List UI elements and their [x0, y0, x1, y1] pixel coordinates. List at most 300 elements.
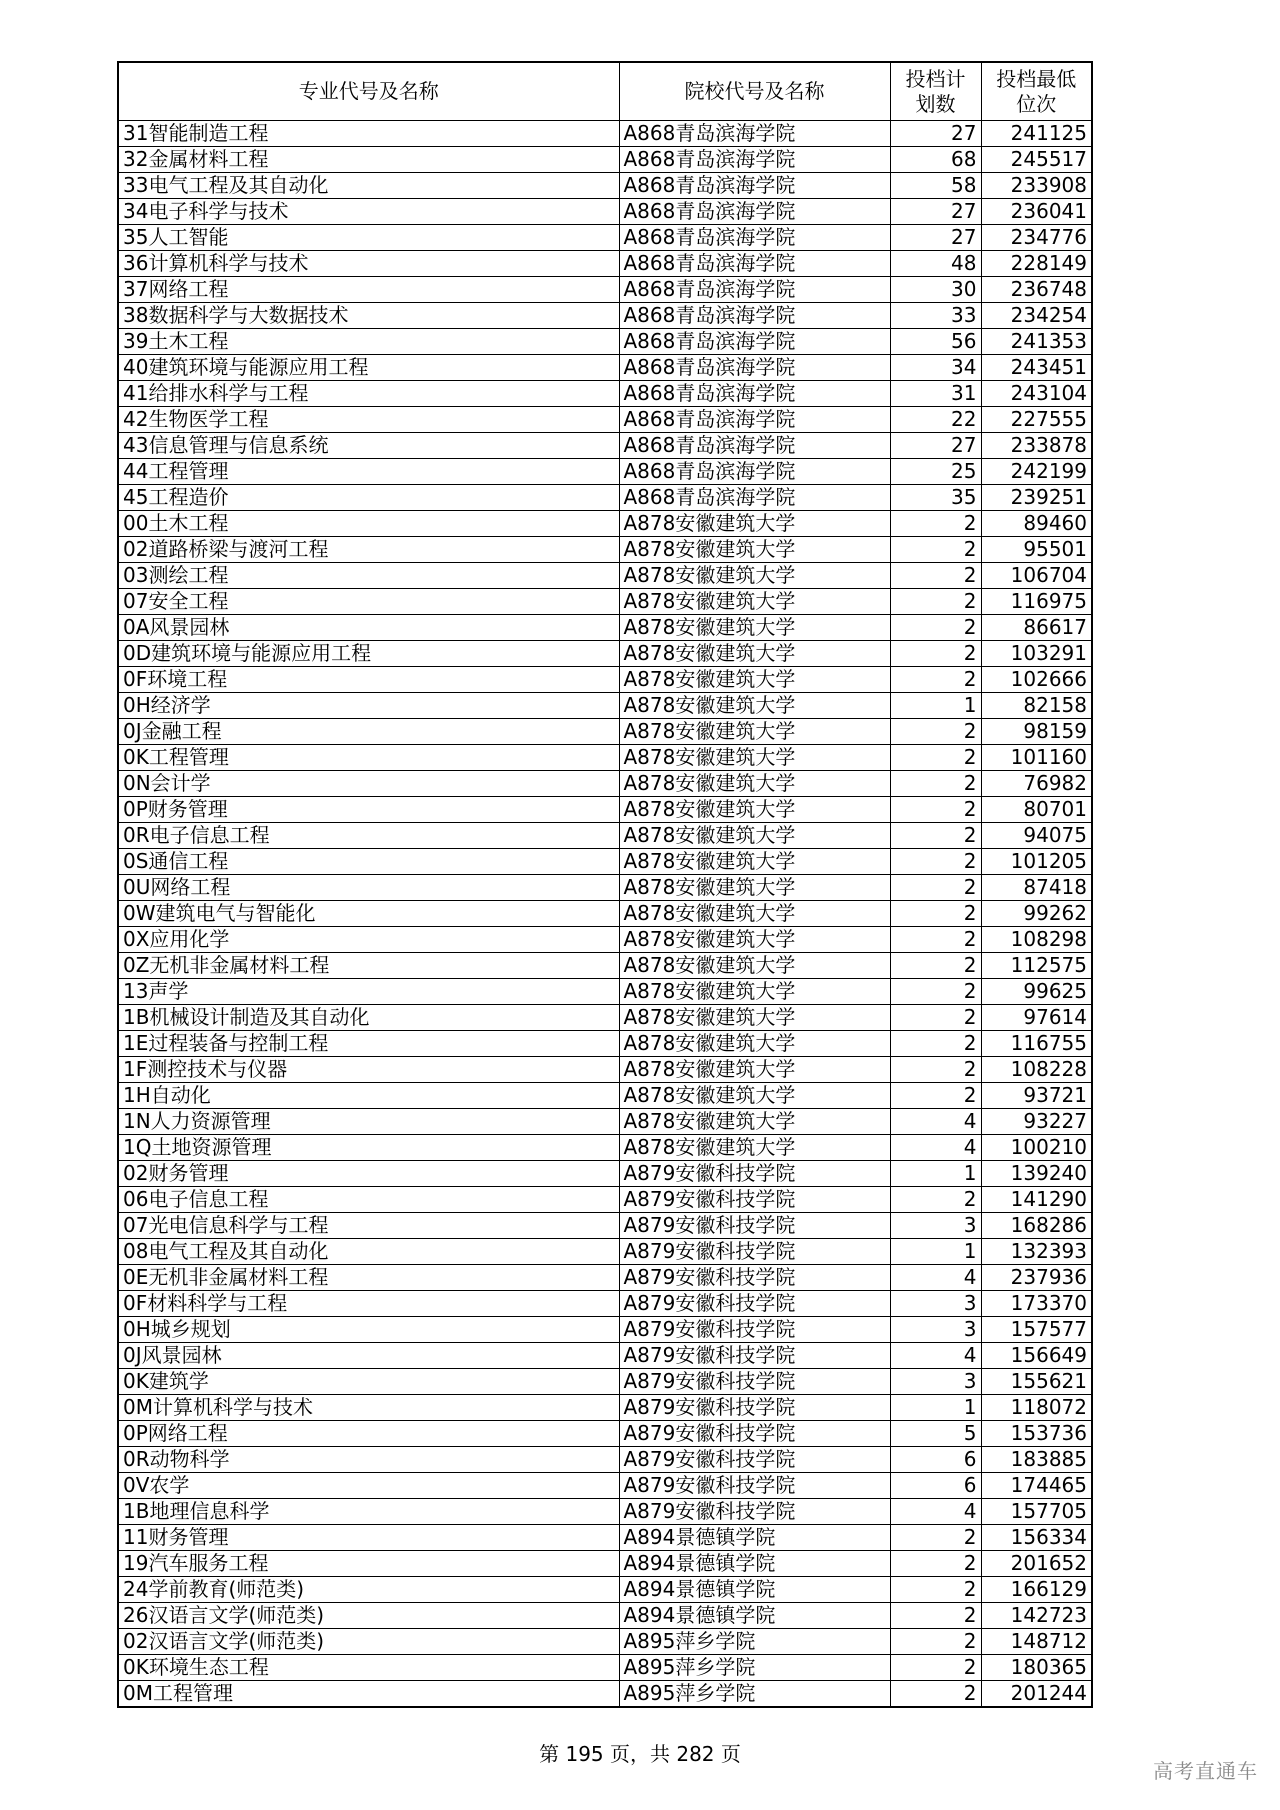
cell-major: 0J风景园林 — [118, 1343, 619, 1369]
table-row — [118, 615, 1092, 641]
cell-major: 1F测控技术与仪器 — [118, 1057, 619, 1083]
cell-lowest-rank: 89460 — [981, 511, 1092, 537]
cell-lowest-rank: 157577 — [981, 1317, 1092, 1343]
cell-major: 0V农学 — [118, 1473, 619, 1499]
cell-plan-count: 6 — [890, 1447, 981, 1473]
cell-lowest-rank: 86617 — [981, 615, 1092, 641]
cell-plan-count: 2 — [890, 797, 981, 823]
cell-major: 13声学 — [118, 979, 619, 1005]
cell-major: 0P网络工程 — [118, 1421, 619, 1447]
table-row — [118, 1057, 1092, 1083]
cell-major: 0U网络工程 — [118, 875, 619, 901]
cell-plan-count: 4 — [890, 1499, 981, 1525]
table-row — [118, 901, 1092, 927]
cell-major: 08电气工程及其自动化 — [118, 1239, 619, 1265]
table-row — [118, 1395, 1092, 1421]
cell-major: 0R动物科学 — [118, 1447, 619, 1473]
cell-lowest-rank: 236748 — [981, 277, 1092, 303]
table-row — [118, 433, 1092, 459]
table-row — [118, 537, 1092, 563]
cell-college: A868青岛滨海学院 — [619, 329, 890, 355]
cell-college: A878安徽建筑大学 — [619, 901, 890, 927]
table-row — [118, 1317, 1092, 1343]
cell-lowest-rank: 102666 — [981, 667, 1092, 693]
cell-plan-count: 2 — [890, 1681, 981, 1708]
cell-lowest-rank: 155621 — [981, 1369, 1092, 1395]
cell-lowest-rank: 116755 — [981, 1031, 1092, 1057]
cell-plan-count: 3 — [890, 1291, 981, 1317]
cell-major: 19汽车服务工程 — [118, 1551, 619, 1577]
cell-major: 34电子科学与技术 — [118, 199, 619, 225]
cell-college: A868青岛滨海学院 — [619, 277, 890, 303]
cell-major: 06电子信息工程 — [118, 1187, 619, 1213]
cell-lowest-rank: 99262 — [981, 901, 1092, 927]
cell-major: 42生物医学工程 — [118, 407, 619, 433]
table-row — [118, 1655, 1092, 1681]
cell-lowest-rank: 153736 — [981, 1421, 1092, 1447]
cell-major: 1N人力资源管理 — [118, 1109, 619, 1135]
admission-score-table — [117, 61, 1093, 1708]
cell-plan-count: 2 — [890, 589, 981, 615]
table-row — [118, 745, 1092, 771]
cell-major: 03测绘工程 — [118, 563, 619, 589]
cell-college: A868青岛滨海学院 — [619, 407, 890, 433]
table-row — [118, 251, 1092, 277]
cell-major: 38数据科学与大数据技术 — [118, 303, 619, 329]
table-row — [118, 1681, 1092, 1708]
cell-college: A868青岛滨海学院 — [619, 147, 890, 173]
cell-lowest-rank: 93721 — [981, 1083, 1092, 1109]
cell-lowest-rank: 157705 — [981, 1499, 1092, 1525]
cell-lowest-rank: 112575 — [981, 953, 1092, 979]
table-row — [118, 407, 1092, 433]
cell-lowest-rank: 242199 — [981, 459, 1092, 485]
cell-lowest-rank: 241125 — [981, 121, 1092, 147]
cell-lowest-rank: 201652 — [981, 1551, 1092, 1577]
cell-college: A878安徽建筑大学 — [619, 927, 890, 953]
cell-college: A878安徽建筑大学 — [619, 849, 890, 875]
cell-plan-count: 1 — [890, 1161, 981, 1187]
cell-major: 31智能制造工程 — [118, 121, 619, 147]
cell-major: 33电气工程及其自动化 — [118, 173, 619, 199]
cell-college: A878安徽建筑大学 — [619, 1083, 890, 1109]
cell-college: A879安徽科技学院 — [619, 1421, 890, 1447]
cell-plan-count: 4 — [890, 1135, 981, 1161]
cell-college: A868青岛滨海学院 — [619, 459, 890, 485]
table-row — [118, 1447, 1092, 1473]
cell-college: A879安徽科技学院 — [619, 1447, 890, 1473]
cell-college: A879安徽科技学院 — [619, 1161, 890, 1187]
cell-plan-count: 2 — [890, 1005, 981, 1031]
cell-lowest-rank: 234254 — [981, 303, 1092, 329]
cell-plan-count: 3 — [890, 1369, 981, 1395]
cell-major: 02汉语言文学(师范类) — [118, 1629, 619, 1655]
cell-college: A879安徽科技学院 — [619, 1187, 890, 1213]
cell-college: A878安徽建筑大学 — [619, 641, 890, 667]
table-row — [118, 823, 1092, 849]
table-row — [118, 1031, 1092, 1057]
cell-college: A878安徽建筑大学 — [619, 589, 890, 615]
cell-major: 0R电子信息工程 — [118, 823, 619, 849]
cell-college: A894景德镇学院 — [619, 1551, 890, 1577]
table-row — [118, 1161, 1092, 1187]
cell-college: A868青岛滨海学院 — [619, 303, 890, 329]
cell-major: 26汉语言文学(师范类) — [118, 1603, 619, 1629]
watermark-text: 高考直通车 — [1153, 1759, 1258, 1783]
cell-lowest-rank: 139240 — [981, 1161, 1092, 1187]
table-row — [118, 1187, 1092, 1213]
cell-lowest-rank: 94075 — [981, 823, 1092, 849]
cell-college: A868青岛滨海学院 — [619, 225, 890, 251]
cell-college: A879安徽科技学院 — [619, 1213, 890, 1239]
cell-major: 37网络工程 — [118, 277, 619, 303]
table-row — [118, 1343, 1092, 1369]
cell-college: A878安徽建筑大学 — [619, 745, 890, 771]
cell-major: 40建筑环境与能源应用工程 — [118, 355, 619, 381]
cell-lowest-rank: 243104 — [981, 381, 1092, 407]
cell-major: 0K环境生态工程 — [118, 1655, 619, 1681]
cell-plan-count: 2 — [890, 771, 981, 797]
cell-lowest-rank: 234776 — [981, 225, 1092, 251]
cell-plan-count: 2 — [890, 823, 981, 849]
cell-major: 36计算机科学与技术 — [118, 251, 619, 277]
cell-plan-count: 1 — [890, 693, 981, 719]
cell-major: 0E无机非金属材料工程 — [118, 1265, 619, 1291]
cell-college: A879安徽科技学院 — [619, 1473, 890, 1499]
table-row — [118, 771, 1092, 797]
table-row — [118, 953, 1092, 979]
cell-plan-count: 2 — [890, 1577, 981, 1603]
cell-college: A879安徽科技学院 — [619, 1395, 890, 1421]
cell-lowest-rank: 241353 — [981, 329, 1092, 355]
cell-lowest-rank: 106704 — [981, 563, 1092, 589]
table-row — [118, 563, 1092, 589]
cell-lowest-rank: 76982 — [981, 771, 1092, 797]
cell-lowest-rank: 245517 — [981, 147, 1092, 173]
cell-plan-count: 48 — [890, 251, 981, 277]
cell-lowest-rank: 239251 — [981, 485, 1092, 511]
cell-college: A894景德镇学院 — [619, 1525, 890, 1551]
cell-plan-count: 35 — [890, 485, 981, 511]
cell-college: A868青岛滨海学院 — [619, 433, 890, 459]
cell-lowest-rank: 168286 — [981, 1213, 1092, 1239]
cell-lowest-rank: 103291 — [981, 641, 1092, 667]
cell-major: 07安全工程 — [118, 589, 619, 615]
cell-major: 0D建筑环境与能源应用工程 — [118, 641, 619, 667]
table-row — [118, 147, 1092, 173]
cell-lowest-rank: 227555 — [981, 407, 1092, 433]
cell-lowest-rank: 173370 — [981, 1291, 1092, 1317]
table-row — [118, 1213, 1092, 1239]
cell-major: 0M计算机科学与技术 — [118, 1395, 619, 1421]
cell-college: A878安徽建筑大学 — [619, 823, 890, 849]
cell-lowest-rank: 233878 — [981, 433, 1092, 459]
table-row — [118, 875, 1092, 901]
cell-college: A878安徽建筑大学 — [619, 615, 890, 641]
cell-college: A878安徽建筑大学 — [619, 953, 890, 979]
table-row — [118, 927, 1092, 953]
cell-lowest-rank: 100210 — [981, 1135, 1092, 1161]
cell-plan-count: 2 — [890, 1083, 981, 1109]
table-row — [118, 1421, 1092, 1447]
cell-major: 35人工智能 — [118, 225, 619, 251]
cell-lowest-rank: 174465 — [981, 1473, 1092, 1499]
cell-plan-count: 2 — [890, 927, 981, 953]
cell-college: A868青岛滨海学院 — [619, 173, 890, 199]
cell-lowest-rank: 108298 — [981, 927, 1092, 953]
cell-major: 44工程管理 — [118, 459, 619, 485]
cell-lowest-rank: 101205 — [981, 849, 1092, 875]
cell-lowest-rank: 156649 — [981, 1343, 1092, 1369]
cell-plan-count: 2 — [890, 901, 981, 927]
cell-plan-count: 4 — [890, 1109, 981, 1135]
cell-college: A878安徽建筑大学 — [619, 563, 890, 589]
cell-plan-count: 27 — [890, 121, 981, 147]
table-row — [118, 199, 1092, 225]
table-row — [118, 329, 1092, 355]
cell-lowest-rank: 101160 — [981, 745, 1092, 771]
table-row — [118, 1369, 1092, 1395]
cell-lowest-rank: 97614 — [981, 1005, 1092, 1031]
table-row — [118, 979, 1092, 1005]
cell-major: 02财务管理 — [118, 1161, 619, 1187]
cell-major: 0F环境工程 — [118, 667, 619, 693]
cell-plan-count: 27 — [890, 199, 981, 225]
cell-lowest-rank: 148712 — [981, 1629, 1092, 1655]
cell-college: A878安徽建筑大学 — [619, 1005, 890, 1031]
cell-lowest-rank: 233908 — [981, 173, 1092, 199]
table-row — [118, 1291, 1092, 1317]
cell-major: 0F材料科学与工程 — [118, 1291, 619, 1317]
cell-major: 0J金融工程 — [118, 719, 619, 745]
table-row — [118, 1551, 1092, 1577]
cell-college: A895萍乡学院 — [619, 1681, 890, 1708]
cell-college: A879安徽科技学院 — [619, 1317, 890, 1343]
cell-lowest-rank: 99625 — [981, 979, 1092, 1005]
cell-college: A894景德镇学院 — [619, 1603, 890, 1629]
cell-major: 0M工程管理 — [118, 1681, 619, 1708]
cell-plan-count: 30 — [890, 277, 981, 303]
table-row — [118, 1083, 1092, 1109]
cell-major: 0S通信工程 — [118, 849, 619, 875]
cell-major: 45工程造价 — [118, 485, 619, 511]
cell-plan-count: 22 — [890, 407, 981, 433]
cell-major: 0P财务管理 — [118, 797, 619, 823]
cell-plan-count: 2 — [890, 1603, 981, 1629]
cell-lowest-rank: 228149 — [981, 251, 1092, 277]
cell-major: 32金属材料工程 — [118, 147, 619, 173]
cell-lowest-rank: 87418 — [981, 875, 1092, 901]
cell-major: 02道路桥梁与渡河工程 — [118, 537, 619, 563]
table-row — [118, 1603, 1092, 1629]
cell-plan-count: 4 — [890, 1343, 981, 1369]
cell-plan-count: 2 — [890, 1057, 981, 1083]
cell-plan-count: 2 — [890, 875, 981, 901]
cell-college: A868青岛滨海学院 — [619, 251, 890, 277]
cell-plan-count: 1 — [890, 1239, 981, 1265]
table-body — [118, 121, 1092, 1708]
table-row — [118, 641, 1092, 667]
table-row — [118, 485, 1092, 511]
cell-plan-count: 3 — [890, 1213, 981, 1239]
table-row — [118, 225, 1092, 251]
cell-college: A879安徽科技学院 — [619, 1369, 890, 1395]
cell-plan-count: 33 — [890, 303, 981, 329]
cell-college: A868青岛滨海学院 — [619, 199, 890, 225]
cell-lowest-rank: 118072 — [981, 1395, 1092, 1421]
cell-plan-count: 2 — [890, 1187, 981, 1213]
cell-college: A868青岛滨海学院 — [619, 121, 890, 147]
cell-lowest-rank: 93227 — [981, 1109, 1092, 1135]
cell-major: 1H自动化 — [118, 1083, 619, 1109]
cell-plan-count: 56 — [890, 329, 981, 355]
cell-lowest-rank: 132393 — [981, 1239, 1092, 1265]
cell-major: 1Q土地资源管理 — [118, 1135, 619, 1161]
cell-plan-count: 2 — [890, 615, 981, 641]
cell-plan-count: 5 — [890, 1421, 981, 1447]
cell-major: 0Z无机非金属材料工程 — [118, 953, 619, 979]
cell-plan-count: 2 — [890, 1525, 981, 1551]
cell-major: 1E过程装备与控制工程 — [118, 1031, 619, 1057]
cell-major: 43信息管理与信息系统 — [118, 433, 619, 459]
cell-lowest-rank: 98159 — [981, 719, 1092, 745]
header-college: 院校代号及名称 — [619, 62, 890, 121]
cell-lowest-rank: 141290 — [981, 1187, 1092, 1213]
header-major: 专业代号及名称 — [118, 62, 619, 121]
cell-major: 11财务管理 — [118, 1525, 619, 1551]
cell-college: A878安徽建筑大学 — [619, 797, 890, 823]
cell-plan-count: 27 — [890, 433, 981, 459]
table-row — [118, 303, 1092, 329]
table-row — [118, 1135, 1092, 1161]
cell-lowest-rank: 236041 — [981, 199, 1092, 225]
cell-college: A868青岛滨海学院 — [619, 355, 890, 381]
cell-lowest-rank: 243451 — [981, 355, 1092, 381]
table-row — [118, 1473, 1092, 1499]
cell-college: A878安徽建筑大学 — [619, 537, 890, 563]
cell-college: A878安徽建筑大学 — [619, 719, 890, 745]
cell-major: 0K工程管理 — [118, 745, 619, 771]
cell-major: 41给排水科学与工程 — [118, 381, 619, 407]
cell-plan-count: 2 — [890, 511, 981, 537]
cell-plan-count: 31 — [890, 381, 981, 407]
cell-plan-count: 2 — [890, 537, 981, 563]
cell-plan-count: 25 — [890, 459, 981, 485]
cell-plan-count: 2 — [890, 641, 981, 667]
table-row — [118, 381, 1092, 407]
cell-plan-count: 2 — [890, 1655, 981, 1681]
cell-college: A878安徽建筑大学 — [619, 875, 890, 901]
table-row — [118, 589, 1092, 615]
cell-college: A879安徽科技学院 — [619, 1265, 890, 1291]
cell-plan-count: 2 — [890, 719, 981, 745]
table-row — [118, 277, 1092, 303]
cell-college: A879安徽科技学院 — [619, 1239, 890, 1265]
table-row — [118, 511, 1092, 537]
cell-college: A894景德镇学院 — [619, 1577, 890, 1603]
table-row — [118, 797, 1092, 823]
cell-plan-count: 27 — [890, 225, 981, 251]
cell-major: 0X应用化学 — [118, 927, 619, 953]
cell-plan-count: 2 — [890, 1629, 981, 1655]
table-header — [118, 62, 1092, 121]
cell-major: 24学前教育(师范类) — [118, 1577, 619, 1603]
cell-lowest-rank: 237936 — [981, 1265, 1092, 1291]
cell-lowest-rank: 166129 — [981, 1577, 1092, 1603]
cell-college: A878安徽建筑大学 — [619, 1135, 890, 1161]
table-row — [118, 355, 1092, 381]
cell-lowest-rank: 180365 — [981, 1655, 1092, 1681]
table-row — [118, 1499, 1092, 1525]
cell-plan-count: 2 — [890, 953, 981, 979]
header-row — [118, 62, 1092, 121]
cell-major: 00土木工程 — [118, 511, 619, 537]
table-row — [118, 1525, 1092, 1551]
cell-major: 0N会计学 — [118, 771, 619, 797]
cell-college: A878安徽建筑大学 — [619, 771, 890, 797]
cell-college: A878安徽建筑大学 — [619, 1031, 890, 1057]
cell-major: 0W建筑电气与智能化 — [118, 901, 619, 927]
cell-college: A878安徽建筑大学 — [619, 693, 890, 719]
cell-plan-count: 34 — [890, 355, 981, 381]
cell-major: 07光电信息科学与工程 — [118, 1213, 619, 1239]
cell-college: A868青岛滨海学院 — [619, 485, 890, 511]
cell-college: A878安徽建筑大学 — [619, 979, 890, 1005]
cell-plan-count: 2 — [890, 979, 981, 1005]
cell-plan-count: 2 — [890, 849, 981, 875]
cell-lowest-rank: 82158 — [981, 693, 1092, 719]
cell-college: A878安徽建筑大学 — [619, 1057, 890, 1083]
cell-plan-count: 1 — [890, 1395, 981, 1421]
cell-college: A878安徽建筑大学 — [619, 1109, 890, 1135]
cell-college: A878安徽建筑大学 — [619, 511, 890, 537]
cell-plan-count: 2 — [890, 1031, 981, 1057]
table-row — [118, 1239, 1092, 1265]
cell-plan-count: 4 — [890, 1265, 981, 1291]
cell-plan-count: 2 — [890, 1551, 981, 1577]
cell-college: A879安徽科技学院 — [619, 1499, 890, 1525]
cell-major: 39土木工程 — [118, 329, 619, 355]
cell-lowest-rank: 201244 — [981, 1681, 1092, 1708]
cell-college: A895萍乡学院 — [619, 1629, 890, 1655]
table-row — [118, 1265, 1092, 1291]
page-number-footer: 第 195 页，共 282 页 — [539, 1742, 741, 1766]
cell-major: 0H城乡规划 — [118, 1317, 619, 1343]
cell-major: 1B地理信息科学 — [118, 1499, 619, 1525]
cell-lowest-rank: 95501 — [981, 537, 1092, 563]
cell-plan-count: 58 — [890, 173, 981, 199]
document-sheet — [117, 61, 1091, 1708]
cell-lowest-rank: 156334 — [981, 1525, 1092, 1551]
cell-plan-count: 3 — [890, 1317, 981, 1343]
cell-college: A868青岛滨海学院 — [619, 381, 890, 407]
cell-plan-count: 2 — [890, 563, 981, 589]
cell-plan-count: 2 — [890, 745, 981, 771]
cell-major: 1B机械设计制造及其自动化 — [118, 1005, 619, 1031]
header-plan-count: 投档计 划数 — [890, 62, 981, 121]
table-row — [118, 719, 1092, 745]
table-row — [118, 459, 1092, 485]
table-row — [118, 667, 1092, 693]
cell-major: 0A风景园林 — [118, 615, 619, 641]
table-row — [118, 1109, 1092, 1135]
table-row — [118, 1005, 1092, 1031]
cell-major: 0H经济学 — [118, 693, 619, 719]
cell-plan-count: 68 — [890, 147, 981, 173]
cell-lowest-rank: 116975 — [981, 589, 1092, 615]
table-row — [118, 849, 1092, 875]
cell-plan-count: 6 — [890, 1473, 981, 1499]
